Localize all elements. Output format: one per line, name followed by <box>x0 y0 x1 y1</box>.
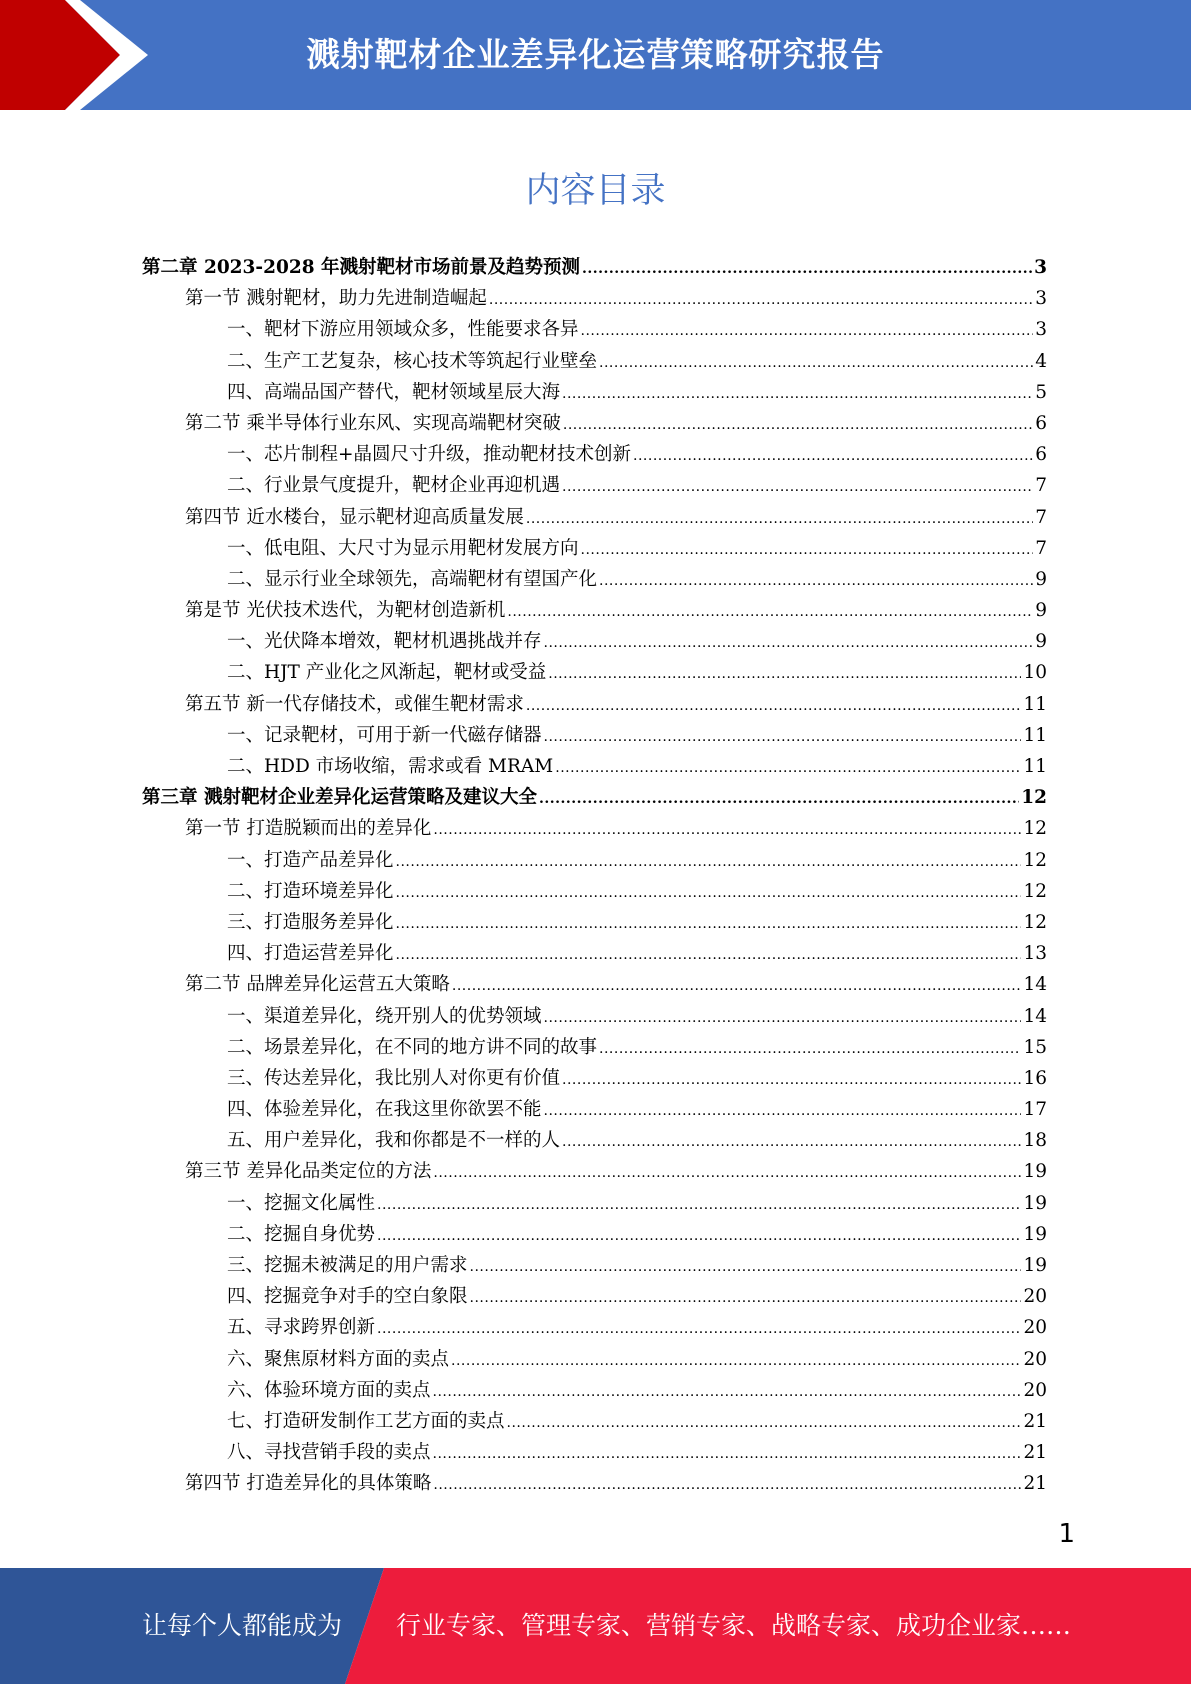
toc-entry-item[interactable] <box>142 440 1047 471</box>
toc-entry-item[interactable] <box>142 347 1047 378</box>
toc-dot-leader <box>507 604 1033 620</box>
toc-entry-item[interactable] <box>142 627 1047 658</box>
toc-entry-item[interactable] <box>142 315 1047 346</box>
toc-entry-page: 3 <box>1035 288 1047 310</box>
toc-dot-leader <box>470 1259 1022 1275</box>
toc-entry-item[interactable] <box>142 658 1047 689</box>
toc-entry-page: 4 <box>1035 350 1047 372</box>
toc-entry-page: 20 <box>1023 1348 1047 1370</box>
toc-entry-label: 第三章 溅射靶材企业差异化运营策略及建议大全 <box>142 787 537 809</box>
toc-entry-page: 15 <box>1023 1036 1047 1058</box>
toc-entry-label: 三、传达差异化，我比别人对你更有价值 <box>227 1067 561 1089</box>
toc-entry-page: 20 <box>1023 1286 1047 1308</box>
toc-entry-page: 11 <box>1023 756 1047 777</box>
toc-entry-page: 21 <box>1023 1442 1047 1464</box>
toc-entry-page: 6 <box>1035 412 1047 434</box>
toc-entry-page: 7 <box>1035 475 1047 497</box>
toc-entry-label: 第一节 溅射靶材，助力先进制造崛起 <box>185 288 487 310</box>
toc-entry-item[interactable] <box>142 1220 1047 1251</box>
toc-entry-page: 12 <box>1023 818 1047 840</box>
toc-entry-page: 17 <box>1023 1099 1047 1121</box>
toc-dot-leader <box>396 916 1022 932</box>
toc-entry-label: 第二节 品牌差异化运营五大策略 <box>185 974 450 996</box>
toc-dot-leader <box>433 822 1021 838</box>
toc-entry-item[interactable] <box>142 534 1047 565</box>
toc-entry-section[interactable] <box>142 1469 1047 1500</box>
toc-dot-leader <box>544 635 1034 651</box>
toc-entry-item[interactable] <box>142 939 1047 970</box>
toc-entry-item[interactable] <box>142 877 1047 908</box>
toc-dot-leader <box>451 1353 1021 1369</box>
toc-dot-leader <box>599 573 1033 589</box>
toc-entry-label: 第四节 打造差异化的具体策略 <box>185 1473 432 1495</box>
toc-entry-section[interactable] <box>142 503 1047 534</box>
toc-entry-label: 一、挖掘文化属性 <box>227 1192 376 1214</box>
toc-dot-leader <box>433 1477 1021 1493</box>
toc-entry-item[interactable] <box>142 846 1047 877</box>
toc-dot-leader <box>555 760 1021 776</box>
toc-dot-leader <box>526 511 1033 527</box>
toc-entry-section[interactable] <box>142 596 1047 627</box>
toc-dot-leader <box>581 323 1034 339</box>
footer-banner <box>0 1568 1191 1684</box>
toc-entry-item[interactable] <box>142 1189 1047 1220</box>
toc-entry-section[interactable] <box>142 814 1047 845</box>
toc-entry-item[interactable] <box>142 1345 1047 1376</box>
toc-entry-page: 19 <box>1023 1161 1047 1183</box>
toc-entry-label: 一、记录靶材，可用于新一代磁存储器 <box>227 724 542 746</box>
toc-entry-label: 四、体验差异化，在我这里你欲罢不能 <box>227 1099 542 1121</box>
toc-entry-label: 第是节 光伏技术迭代，为靶材创造新机 <box>185 600 506 622</box>
toc-entry-item[interactable] <box>142 1438 1047 1469</box>
toc-entry-section[interactable] <box>142 690 1047 721</box>
toc-entry-page: 3 <box>1035 319 1047 341</box>
toc-entry-page: 20 <box>1023 1379 1047 1401</box>
toc-entry-label: 三、挖掘未被满足的用户需求 <box>227 1255 468 1276</box>
toc-entry-item[interactable] <box>142 1313 1047 1344</box>
toc-entry-label: 二、显示行业全球领先，高端靶材有望国产化 <box>227 568 598 590</box>
toc-entry-page: 16 <box>1023 1067 1047 1089</box>
toc-entry-page: 21 <box>1023 1473 1047 1495</box>
toc-entry-page: 12 <box>1023 911 1047 933</box>
toc-entry-label: 六、聚焦原材料方面的卖点 <box>227 1348 450 1370</box>
toc-dot-leader <box>548 666 1021 682</box>
footer-slogan-left: 让每个人都能成为 <box>142 1611 343 1640</box>
toc-heading: 内容目录 <box>525 171 666 211</box>
header-banner <box>0 0 1191 110</box>
toc-dot-leader <box>563 417 1033 433</box>
toc-entry-label: 二、场景差异化，在不同的地方讲不同的故事 <box>227 1036 598 1058</box>
toc-dot-leader <box>562 1072 1021 1088</box>
toc-entry-page: 5 <box>1035 381 1047 403</box>
toc-dot-leader <box>544 1010 1022 1026</box>
toc-entry-label: 一、低电阻、大尺寸为显示用靶材发展方向 <box>227 537 579 559</box>
toc-entry-item[interactable] <box>142 752 1047 783</box>
toc-dot-leader <box>599 1041 1021 1057</box>
toc-entry-label: 第三节 差异化品类定位的方法 <box>185 1161 432 1183</box>
toc-entry-section[interactable] <box>142 1157 1047 1188</box>
toc-entry-label: 二、打造环境差异化 <box>227 880 394 902</box>
toc-dot-leader <box>526 698 1022 714</box>
footer-slogan-right: 行业专家、管理专家、营销专家、战略专家、成功企业家…… <box>396 1611 1072 1640</box>
toc-entry-page: 12 <box>1021 787 1047 809</box>
toc-dot-leader <box>489 292 1033 308</box>
toc-entry-label: 五、用户差异化，我和你都是不一样的人 <box>227 1130 561 1152</box>
toc-entry-item[interactable] <box>142 471 1047 502</box>
toc-entry-page: 9 <box>1035 568 1047 590</box>
toc-entry-page: 19 <box>1023 1223 1047 1245</box>
toc-entry-page: 19 <box>1023 1192 1047 1214</box>
toc-entry-page: 20 <box>1023 1317 1047 1339</box>
toc-dot-leader <box>433 1446 1022 1462</box>
toc-entry-label: 第二章 2023-2028 年溅射靶材市场前景及趋势预测 <box>142 257 581 278</box>
page-number: 1 <box>1058 1519 1075 1549</box>
toc-entry-label: 四、挖掘竞争对手的空白象限 <box>227 1286 468 1308</box>
toc-entry-label: 四、高端品国产替代，靶材领域星辰大海 <box>227 381 561 403</box>
toc-entry-item[interactable] <box>142 721 1047 752</box>
toc-entry-page: 21 <box>1023 1410 1047 1432</box>
toc-entry-chapter[interactable] <box>142 253 1047 284</box>
toc-entry-page: 19 <box>1023 1255 1047 1276</box>
toc-dot-leader <box>599 355 1033 371</box>
toc-entry-item[interactable] <box>142 1002 1047 1033</box>
toc-dot-leader <box>396 947 1022 963</box>
toc-dot-leader <box>452 978 1022 994</box>
toc-entry-page: 6 <box>1035 444 1047 466</box>
toc-entry-section[interactable] <box>142 970 1047 1001</box>
toc-entry-page: 12 <box>1023 849 1047 871</box>
toc-entry-label: 一、打造产品差异化 <box>227 849 394 871</box>
toc-dot-leader <box>433 1165 1021 1181</box>
toc-entry-page: 12 <box>1023 880 1047 902</box>
toc-dot-leader <box>562 479 1033 495</box>
toc-entry-item[interactable] <box>142 1033 1047 1064</box>
toc-dot-leader <box>377 1228 1021 1244</box>
toc-entry-label: 二、生产工艺复杂，核心技术等筑起行业壁垒 <box>227 350 598 372</box>
toc-entry-item[interactable] <box>142 1095 1047 1126</box>
toc-entry-item[interactable] <box>142 1282 1047 1313</box>
toc-entry-item[interactable] <box>142 908 1047 939</box>
toc-entry-page: 7 <box>1035 537 1047 559</box>
toc-dot-leader <box>544 1103 1022 1119</box>
toc-dot-leader <box>539 791 1019 807</box>
toc-entry-item[interactable] <box>142 565 1047 596</box>
toc-entry-label: 六、体验环境方面的卖点 <box>227 1379 431 1401</box>
toc-dot-leader <box>581 542 1034 558</box>
toc-dot-leader <box>562 1134 1021 1150</box>
toc-entry-label: 三、打造服务差异化 <box>227 911 394 933</box>
toc-entry-page: 3 <box>1034 257 1047 278</box>
toc-dot-leader <box>377 1321 1021 1337</box>
toc-entry-page: 18 <box>1023 1130 1047 1152</box>
toc-entry-label: 第一节 打造脱颖而出的差异化 <box>185 818 432 840</box>
toc-dot-leader <box>377 1197 1021 1213</box>
toc-entry-item[interactable] <box>142 1376 1047 1407</box>
toc-dot-leader <box>562 386 1033 402</box>
toc-entry-label: 二、HJT 产业化之风渐起，靶材或受益 <box>227 662 547 684</box>
toc-dot-leader <box>582 261 1032 277</box>
toc-entry-label: 第二节 乘半导体行业东风、实现高端靶材突破 <box>185 412 561 434</box>
toc-dot-leader <box>470 1290 1022 1306</box>
toc-entry-label: 五、寻求跨界创新 <box>227 1317 376 1339</box>
toc-entry-page: 14 <box>1023 1005 1047 1027</box>
toc-dot-leader <box>544 729 1022 745</box>
toc-entry-page: 9 <box>1035 600 1047 622</box>
toc-dot-leader <box>633 448 1033 464</box>
toc-entry-label: 一、靶材下游应用领域众多，性能要求各异 <box>227 319 579 341</box>
toc-entry-label: 第五节 新一代存储技术，或催生靶材需求 <box>185 693 524 715</box>
toc-entry-item[interactable] <box>142 1064 1047 1095</box>
toc-entry-item[interactable] <box>142 378 1047 409</box>
toc-dot-leader <box>433 1384 1022 1400</box>
toc-entry-label: 一、渠道差异化，绕开别人的优势领域 <box>227 1005 542 1027</box>
toc-entry-item[interactable] <box>142 1251 1047 1282</box>
toc-entry-label: 二、HDD 市场收缩，需求或看 MRAM <box>227 756 554 777</box>
toc-entry-label: 七、打造研发制作工艺方面的卖点 <box>227 1410 505 1432</box>
toc-entry-label: 四、打造运营差异化 <box>227 943 394 965</box>
toc-dot-leader <box>396 885 1022 901</box>
toc-entry-page: 11 <box>1023 724 1047 746</box>
toc-entry-section[interactable] <box>142 409 1047 440</box>
toc-dot-leader <box>396 854 1022 870</box>
table-of-contents <box>142 253 1047 1501</box>
toc-entry-page: 11 <box>1023 693 1047 715</box>
toc-entry-item[interactable] <box>142 1126 1047 1157</box>
toc-entry-chapter[interactable] <box>142 783 1047 814</box>
toc-dot-leader <box>507 1415 1022 1431</box>
toc-entry-page: 13 <box>1023 943 1047 965</box>
toc-entry-label: 一、芯片制程+晶圆尺寸升级，推动靶材技术创新 <box>227 444 632 466</box>
toc-entry-label: 一、光伏降本增效，靶材机遇挑战并存 <box>227 631 542 653</box>
toc-entry-item[interactable] <box>142 1407 1047 1438</box>
toc-entry-section[interactable] <box>142 284 1047 315</box>
toc-entry-page: 14 <box>1023 974 1047 996</box>
toc-entry-page: 9 <box>1035 631 1047 653</box>
header-arrow-shape <box>0 0 160 110</box>
toc-entry-label: 二、行业景气度提升，靶材企业再迎机遇 <box>227 475 561 497</box>
toc-entry-label: 八、寻找营销手段的卖点 <box>227 1442 431 1464</box>
toc-entry-label: 二、挖掘自身优势 <box>227 1223 376 1245</box>
report-title: 溅射靶材企业差异化运营策略研究报告 <box>306 35 885 74</box>
toc-entry-page: 10 <box>1023 662 1047 684</box>
toc-entry-label: 第四节 近水楼台，显示靶材迎高质量发展 <box>185 506 524 528</box>
toc-entry-page: 7 <box>1035 506 1047 528</box>
